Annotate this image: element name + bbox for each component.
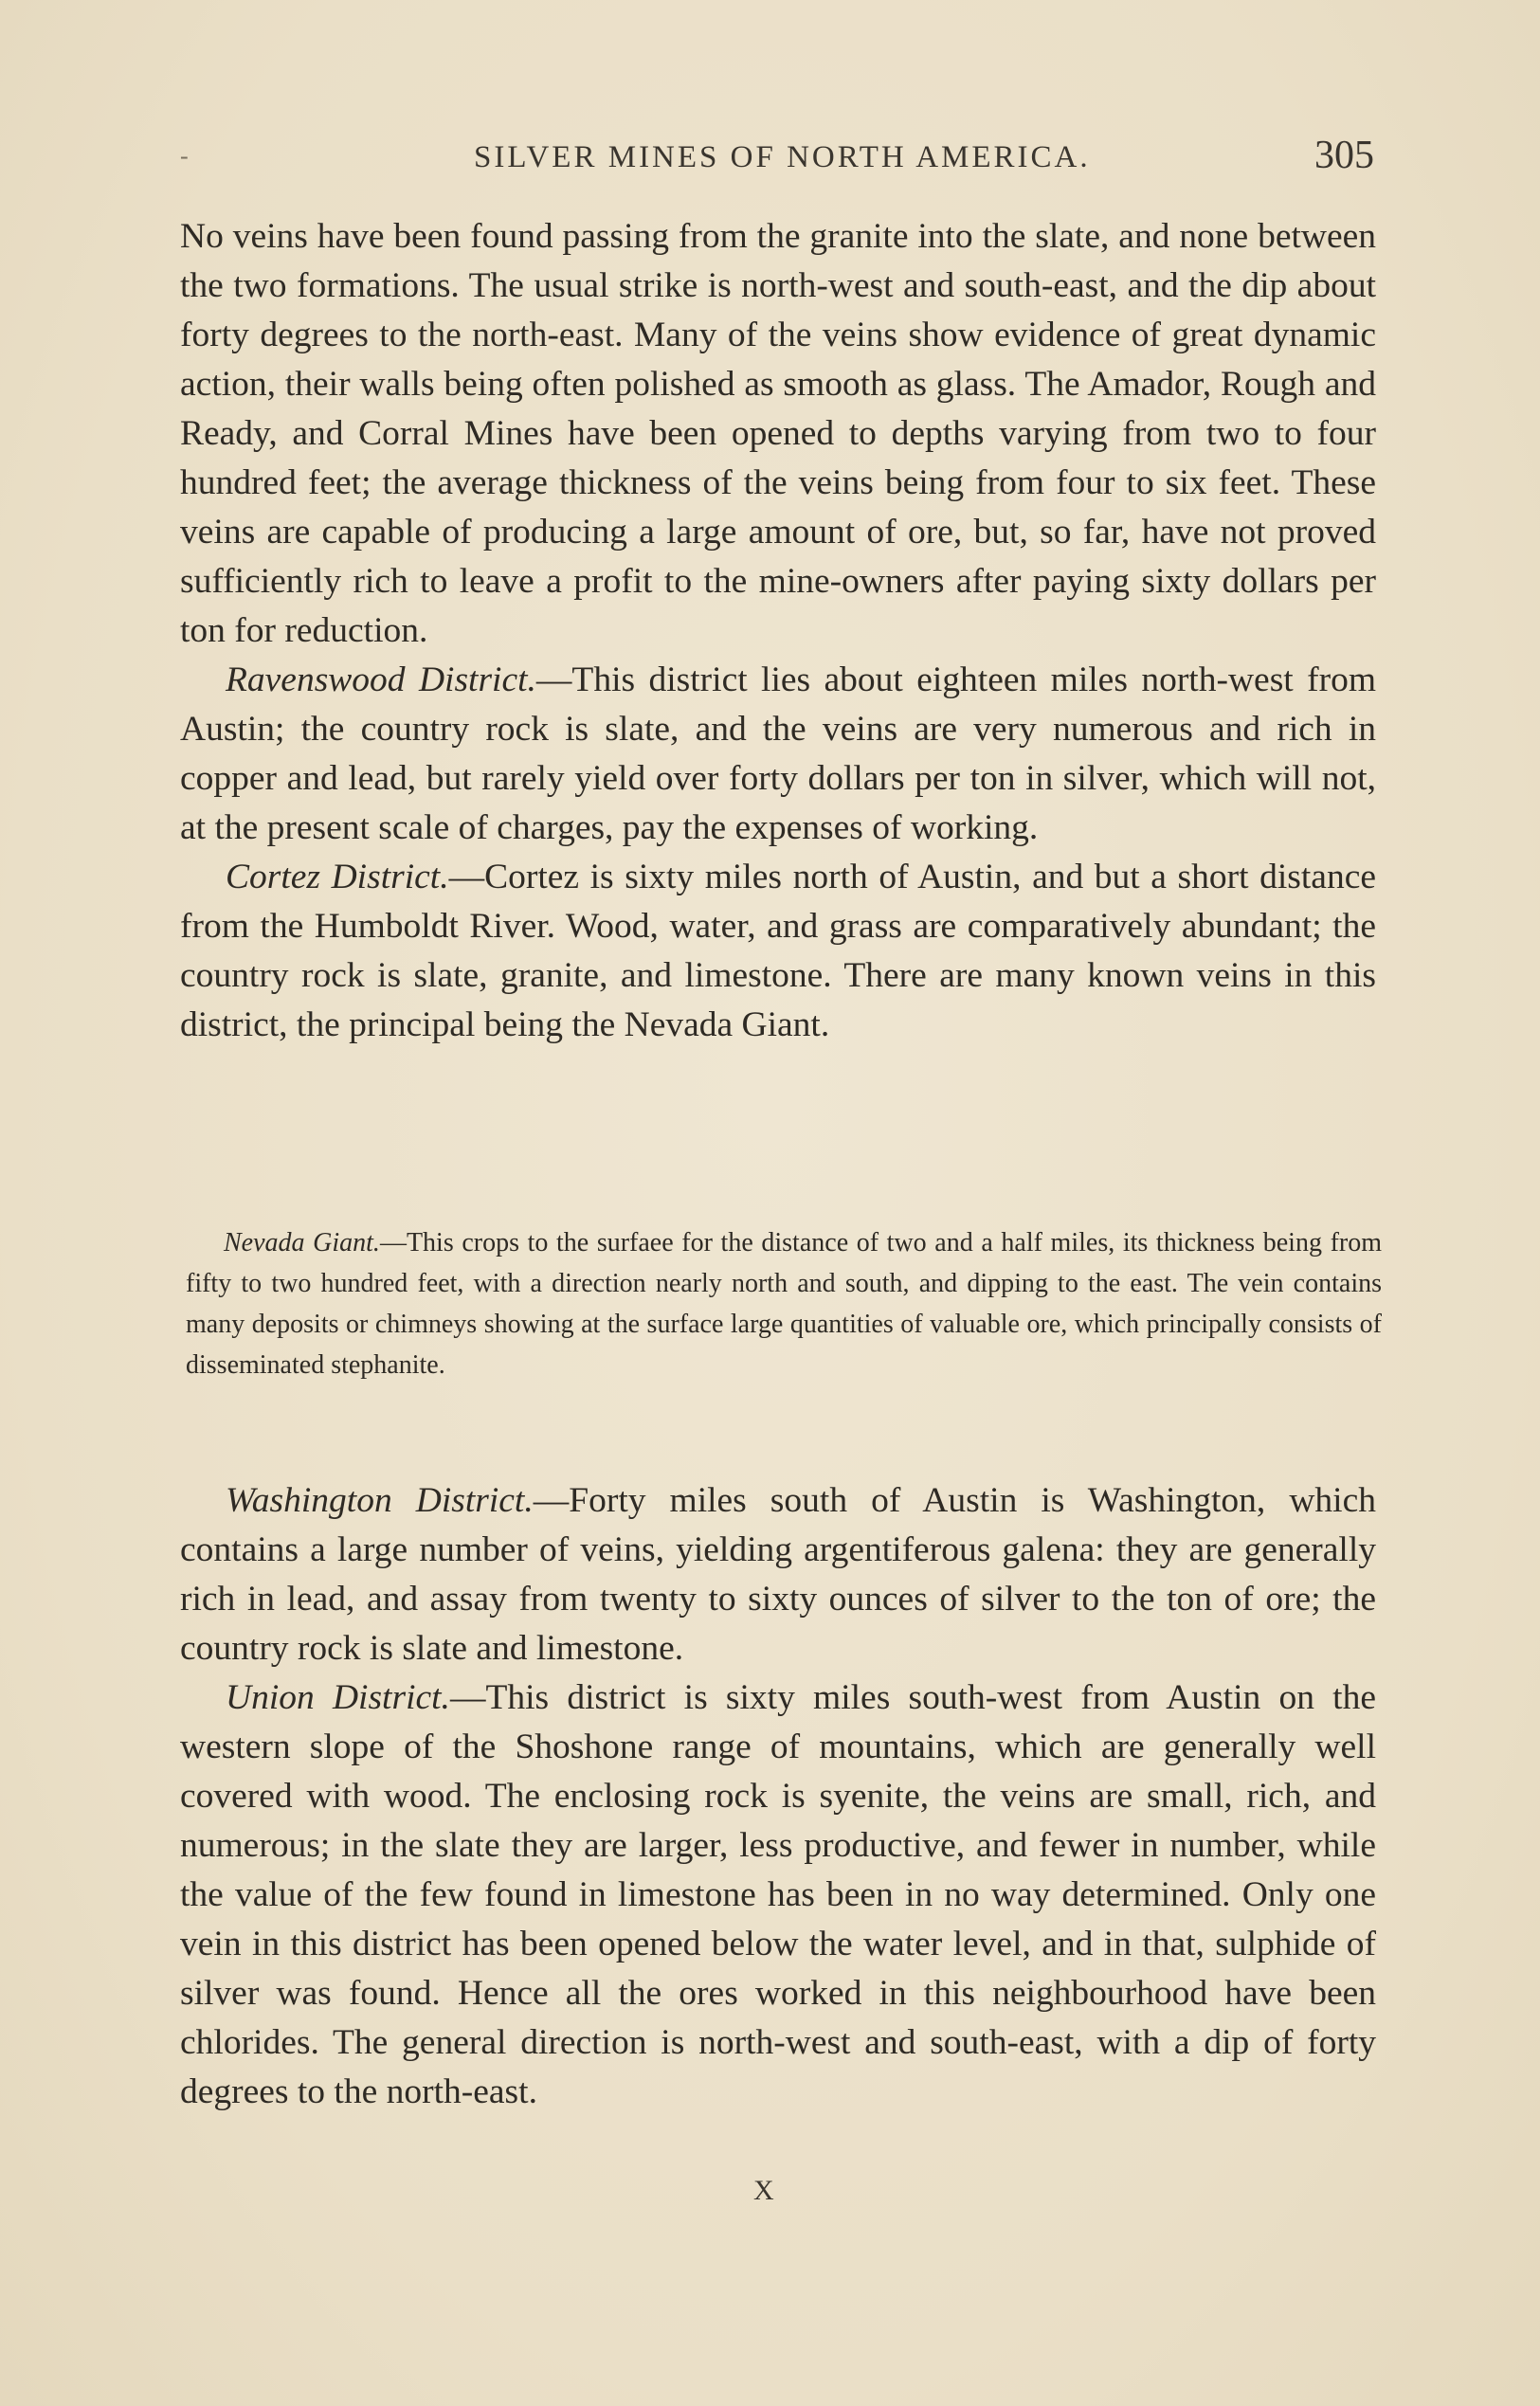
section-heading-ravenswood: Ravenswood District. [226,660,536,699]
footnote-paragraph [186,1222,1382,1385]
paragraph-text: —Cortez is sixty miles north of Austin, and but a short distance from the Humboldt River. Wood, water, and grass are comparatively abundant; the country rock is slate, granite, and limestone. There are many known veins in this district, the principal being the Nevada Giant. [180,858,1376,1044]
running-head [180,133,1374,190]
footnote-nevada-giant [186,1222,1382,1385]
main-text-lower [180,1476,1376,2117]
paragraph-washington [180,1476,1376,1673]
main-text-upper [180,212,1376,1050]
paragraph-text: —Forty miles south of Austin is Washington, which contains a large number of veins, yielding argentiferous galena: they are generally rich in lead, and assay from twenty to sixty ounces of silver to the ton of ore; the country rock is slate and limestone. [180,1481,1376,1668]
paragraph-ravenswood [180,656,1376,853]
section-heading-cortez: Cortez District. [226,858,449,896]
paragraph-intro [180,212,1376,656]
running-title: SILVER MINES OF NORTH AMERICA. [474,140,1091,174]
paragraph-text: —This district lies about eighteen miles north-west from Austin; the country rock is slate, and the veins are very numerous and rich in copper and lead, but rarely yield over forty dollars per ton in silver, which will not, at the present scale of charges, pay the expenses of working. [180,660,1376,847]
section-heading-washington: Washington District. [226,1481,534,1520]
paragraph-text: No veins have been found passing from the granite into the slate, and none between the two formations. The usual strike is north-west and south-east, and the dip about forty degrees to the north-east. Many of the veins show evidence of great dynamic action, their walls being often polished as smooth as glass. The Amador, Rough and Ready, and Corral Mines have been opened to depths varying from two to four hundred feet; the average thickness of the veins being from four to six feet. These veins are capable of producing a large amount of ore, but, so far, have not proved sufficiently rich to leave a profit to the mine-owners after paying sixty dollars per ton for reduction. [180,217,1376,650]
signature-mark: X [753,2175,776,2206]
paragraph-cortez [180,853,1376,1050]
footnote-heading: Nevada Giant. [224,1228,380,1257]
section-heading-union: Union District. [226,1678,450,1717]
paragraph-text: —This district is sixty miles south-west from Austin on the western slope of the Shoshone range of mountains, which are generally well covered with wood. The enclosing rock is syenite, the veins are small, rich, and numerous; in the slate they are larger, less productive, and fewer in number, while the value of the few found in limestone has been in no way determined. Only one vein in this district has been opened below the water level, and in that, sulphide of silver was found. Hence all the ores worked in this neighbourhood have been chlorides. The general direction is north-west and south-east, with a dip of forty degrees to the north-east. [180,1678,1376,2111]
header-dash: - [180,142,189,170]
page-number: 305 [1314,134,1374,177]
footnote-text: —This crops to the surfaee for the distance of two and a half miles, its thickness being from fifty to two hundred feet, with a direction nearly north and south, and dipping to the east. The vein contains many deposits or chimneys showing at the surface large quantities of valuable ore, which principally consists of disseminated stephanite. [186,1228,1382,1380]
paragraph-union [180,1673,1376,2117]
